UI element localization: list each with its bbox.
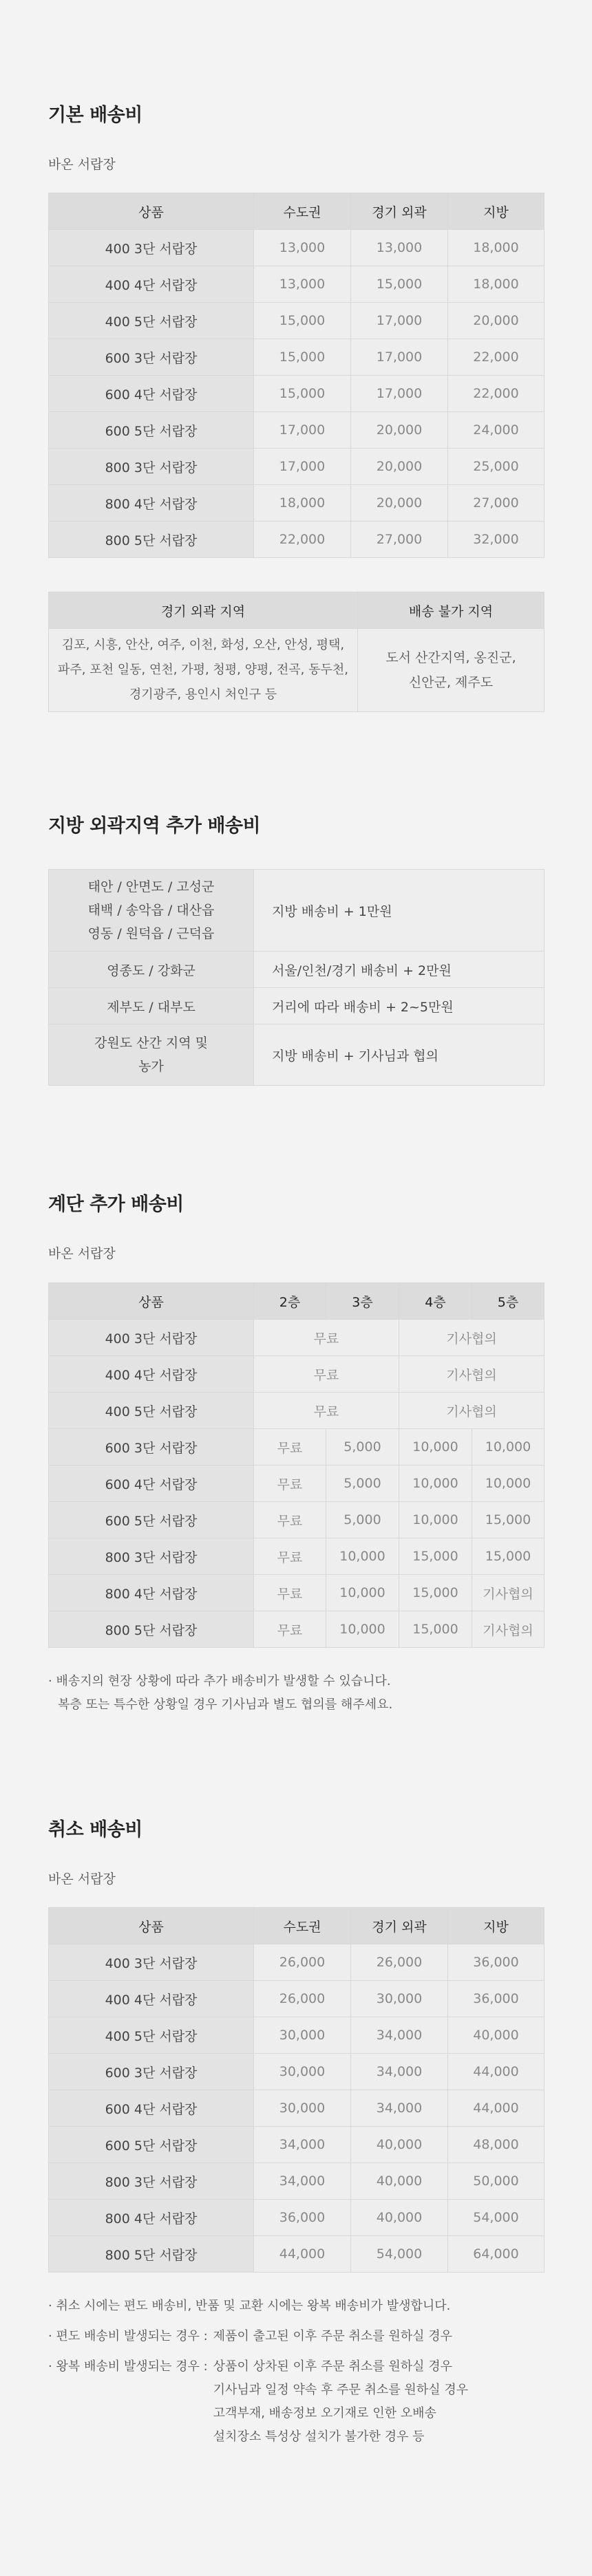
outer-region-list: 김포, 시흥, 안산, 여주, 이천, 화성, 오산, 안성, 평택, 파주, 포천 일동, 연천, 가평, 청평, 양평, 전곡, 동두천, 경기광주, 용인시 처인구 등 [49, 629, 358, 712]
price-cell: 10,000 [399, 1502, 472, 1538]
table-row [49, 2017, 545, 2054]
table-row [49, 2127, 545, 2163]
product-name-cell: 400 5단 서랍장 [49, 1393, 254, 1429]
product-name-cell: 600 4단 서랍장 [49, 376, 254, 412]
price-cell: 13,000 [351, 230, 448, 266]
stairs-fee-table [48, 1282, 545, 1648]
remote-area-fee: 지방 배송비 + 1만원 [254, 870, 545, 952]
unavailable-region-list: 도서 산간지역, 옹진군, 신안군, 제주도 [358, 629, 545, 712]
price-cell: 기사협의 [399, 1393, 545, 1429]
product-name-cell: 600 4단 서랍장 [49, 2090, 254, 2127]
cancel-note-label: · 편도 배송비 발생되는 경우 : [48, 2329, 208, 2343]
product-name-cell: 800 3단 서랍장 [49, 449, 254, 485]
cancel-note-line: · 취소 시에는 편도 배송비, 반품 및 교환 시에는 왕복 배송비가 발생합니다. [48, 2299, 451, 2313]
basic-fee-section [48, 100, 544, 173]
price-cell: 17,000 [351, 303, 448, 339]
cancel-fee-table-wrap [48, 1907, 544, 2273]
table-header-row [49, 592, 545, 629]
header-metro: 수도권 [254, 193, 351, 230]
price-cell: 17,000 [351, 376, 448, 412]
header-metro: 수도권 [254, 1908, 351, 1944]
table-row [49, 266, 545, 303]
basic-fee-subtitle: 바온 서랍장 [48, 157, 116, 172]
cancel-fee-section [48, 1814, 544, 1887]
table-row [49, 449, 545, 485]
stairs-fee-section [48, 1189, 544, 1262]
price-cell: 40,000 [351, 2163, 448, 2200]
remote-fee-table [48, 869, 545, 1086]
cancel-note-item: 고객부재, 배송정보 오기재로 인한 오배송 [213, 2406, 436, 2421]
price-cell: 26,000 [254, 1944, 351, 1981]
product-name-cell: 600 5단 서랍장 [49, 2127, 254, 2163]
cancel-note-text: 제품이 출고된 이후 주문 취소를 원하실 경우 [213, 2329, 452, 2343]
price-cell: 25,000 [448, 449, 545, 485]
price-cell: 15,000 [472, 1538, 545, 1575]
header-product: 상품 [49, 1283, 254, 1320]
price-cell: 무료 [254, 1429, 326, 1466]
region-table [48, 592, 545, 712]
basic-fee-title: 기본 배송비 [48, 105, 142, 126]
price-cell: 44,000 [448, 2090, 545, 2127]
header-local: 지방 [448, 1908, 545, 1944]
price-cell: 40,000 [448, 2017, 545, 2054]
table-row [49, 339, 545, 376]
price-cell: 48,000 [448, 2127, 545, 2163]
remote-area-fee: 서울/인천/경기 배송비 + 2만원 [254, 952, 545, 988]
price-cell: 34,000 [351, 2017, 448, 2054]
table-row [49, 1538, 545, 1575]
product-name-cell: 600 4단 서랍장 [49, 1466, 254, 1502]
price-cell: 15,000 [472, 1502, 545, 1538]
price-cell: 무료 [254, 1502, 326, 1538]
price-cell: 무료 [254, 1356, 399, 1393]
price-cell: 무료 [254, 1393, 399, 1429]
price-cell: 34,000 [254, 2127, 351, 2163]
price-cell: 10,000 [326, 1538, 399, 1575]
product-name-cell: 400 4단 서랍장 [49, 1981, 254, 2017]
table-header-row [49, 193, 545, 230]
product-name-cell: 600 5단 서랍장 [49, 1502, 254, 1538]
price-cell: 30,000 [254, 2090, 351, 2127]
table-row [49, 412, 545, 449]
product-name-cell: 400 5단 서랍장 [49, 303, 254, 339]
table-row [49, 303, 545, 339]
price-cell: 18,000 [448, 230, 545, 266]
table-row [49, 2090, 545, 2127]
product-name-cell: 400 3단 서랍장 [49, 1320, 254, 1356]
stairs-notes [48, 1670, 544, 1717]
price-cell: 20,000 [351, 449, 448, 485]
product-name-cell: 400 4단 서랍장 [49, 1356, 254, 1393]
stairs-fee-subtitle: 바온 서랍장 [48, 1246, 116, 1261]
product-name-cell: 600 3단 서랍장 [49, 2054, 254, 2090]
table-header-row [49, 1283, 545, 1320]
basic-fee-table [48, 193, 545, 558]
table-row [49, 485, 545, 522]
product-name-cell: 800 5단 서랍장 [49, 522, 254, 558]
header-local: 지방 [448, 193, 545, 230]
price-cell: 26,000 [351, 1944, 448, 1981]
table-row [49, 1393, 545, 1429]
header-gyeonggi-outer: 경기 외곽 [351, 1908, 448, 1944]
remote-area-label: 제부도 / 대부도 [49, 988, 254, 1024]
cancel-note-list [213, 2355, 468, 2449]
table-header-row [49, 1908, 545, 1944]
basic-fee-table-wrap [48, 193, 544, 558]
price-cell: 무료 [254, 1320, 399, 1356]
price-cell: 15,000 [399, 1611, 472, 1648]
product-name-cell: 600 5단 서랍장 [49, 412, 254, 449]
price-cell: 15,000 [254, 303, 351, 339]
cancel-note-item: 상품이 상차된 이후 주문 취소를 원하실 경우 [213, 2359, 452, 2374]
header-floor-2: 2층 [254, 1283, 326, 1320]
price-cell: 18,000 [254, 485, 351, 522]
price-cell: 15,000 [399, 1575, 472, 1611]
price-cell: 15,000 [254, 339, 351, 376]
price-cell: 10,000 [399, 1429, 472, 1466]
table-row [49, 1429, 545, 1466]
price-cell: 무료 [254, 1466, 326, 1502]
header-floor-5: 5층 [472, 1283, 545, 1320]
header-gyeonggi-outer: 경기 외곽 [351, 193, 448, 230]
table-row [49, 1502, 545, 1538]
product-name-cell: 800 3단 서랍장 [49, 1538, 254, 1575]
price-cell: 13,000 [254, 266, 351, 303]
price-cell: 18,000 [448, 266, 545, 303]
price-cell: 15,000 [254, 376, 351, 412]
table-row [49, 870, 545, 952]
price-cell: 54,000 [448, 2200, 545, 2236]
price-cell: 36,000 [254, 2200, 351, 2236]
table-row [49, 2200, 545, 2236]
region-table-wrap [48, 592, 544, 712]
price-cell: 34,000 [351, 2090, 448, 2127]
product-name-cell: 400 4단 서랍장 [49, 266, 254, 303]
price-cell: 무료 [254, 1575, 326, 1611]
table-row [49, 1320, 545, 1356]
price-cell: 34,000 [351, 2054, 448, 2090]
price-cell: 40,000 [351, 2127, 448, 2163]
stairs-note-line: · 배송지의 현장 상황에 따라 추가 배송비가 발생할 수 있습니다. [48, 1674, 391, 1688]
table-row [49, 2236, 545, 2273]
table-row [49, 988, 545, 1024]
table-row [49, 1944, 545, 1981]
price-cell: 20,000 [448, 303, 545, 339]
product-name-cell: 800 3단 서랍장 [49, 2163, 254, 2200]
product-name-cell: 400 5단 서랍장 [49, 2017, 254, 2054]
price-cell: 32,000 [448, 522, 545, 558]
cancel-note-item: 기사님과 일정 약속 후 주문 취소를 원하실 경우 [213, 2383, 469, 2397]
table-row [49, 1575, 545, 1611]
table-row [49, 2054, 545, 2090]
header-outer-region: 경기 외곽 지역 [49, 592, 358, 629]
price-cell: 기사협의 [472, 1575, 545, 1611]
product-name-cell: 800 5단 서랍장 [49, 2236, 254, 2273]
price-cell: 44,000 [448, 2054, 545, 2090]
product-name-cell: 800 5단 서랍장 [49, 1611, 254, 1648]
price-cell: 10,000 [326, 1575, 399, 1611]
header-floor-4: 4층 [399, 1283, 472, 1320]
price-cell: 10,000 [472, 1466, 545, 1502]
price-cell: 5,000 [326, 1466, 399, 1502]
price-cell: 64,000 [448, 2236, 545, 2273]
price-cell: 50,000 [448, 2163, 545, 2200]
cancel-notes [48, 2295, 544, 2449]
price-cell: 15,000 [351, 266, 448, 303]
price-cell: 기사협의 [399, 1356, 545, 1393]
price-cell: 15,000 [399, 1538, 472, 1575]
table-row [49, 1356, 545, 1393]
header-unavailable-region: 배송 불가 지역 [358, 592, 545, 629]
table-row [49, 522, 545, 558]
cancel-fee-table [48, 1907, 545, 2273]
header-product: 상품 [49, 1908, 254, 1944]
table-row [49, 952, 545, 988]
product-name-cell: 400 3단 서랍장 [49, 1944, 254, 1981]
remote-area-label: 강원도 산간 지역 및 농가 [49, 1024, 254, 1086]
price-cell: 24,000 [448, 412, 545, 449]
price-cell: 10,000 [472, 1429, 545, 1466]
price-cell: 36,000 [448, 1944, 545, 1981]
price-cell: 17,000 [254, 449, 351, 485]
price-cell: 30,000 [254, 2054, 351, 2090]
price-cell: 20,000 [351, 412, 448, 449]
product-name-cell: 600 3단 서랍장 [49, 1429, 254, 1466]
price-cell: 17,000 [254, 412, 351, 449]
price-cell: 36,000 [448, 1981, 545, 2017]
price-cell: 기사협의 [399, 1320, 545, 1356]
stairs-note-line: 복층 또는 특수한 상황일 경우 기사님과 별도 협의를 해주세요. [58, 1697, 393, 1712]
product-name-cell: 800 4단 서랍장 [49, 2200, 254, 2236]
table-row [49, 629, 545, 712]
cancel-note-label: · 왕복 배송비 발생되는 경우 : [48, 2359, 208, 2374]
product-name-cell: 400 3단 서랍장 [49, 230, 254, 266]
price-cell: 기사협의 [472, 1611, 545, 1648]
product-name-cell: 800 4단 서랍장 [49, 485, 254, 522]
table-row [49, 230, 545, 266]
remote-area-label: 태안 / 안면도 / 고성군 태백 / 송악읍 / 대산읍 영동 / 원덕읍 / 근덕읍 [49, 870, 254, 952]
table-row [49, 1981, 545, 2017]
table-row [49, 376, 545, 412]
price-cell: 10,000 [399, 1466, 472, 1502]
price-cell: 무료 [254, 1611, 326, 1648]
remote-fee-title: 지방 외곽지역 추가 배송비 [48, 815, 261, 837]
header-product: 상품 [49, 193, 254, 230]
remote-area-label: 영종도 / 강화군 [49, 952, 254, 988]
product-name-cell: 600 3단 서랍장 [49, 339, 254, 376]
price-cell: 22,000 [254, 522, 351, 558]
cancel-note-oneway [48, 2325, 544, 2348]
price-cell: 5,000 [326, 1429, 399, 1466]
price-cell: 27,000 [448, 485, 545, 522]
table-row [49, 1611, 545, 1648]
cancel-note-item: 설치장소 특성상 설치가 불가한 경우 등 [213, 2429, 425, 2444]
cancel-fee-subtitle: 바온 서랍장 [48, 1871, 116, 1887]
stairs-fee-title: 계단 추가 배송비 [48, 1194, 184, 1215]
price-cell: 10,000 [326, 1611, 399, 1648]
product-name-cell: 800 4단 서랍장 [49, 1575, 254, 1611]
price-cell: 54,000 [351, 2236, 448, 2273]
remote-fee-section [48, 811, 544, 837]
price-cell: 무료 [254, 1538, 326, 1575]
price-cell: 13,000 [254, 230, 351, 266]
price-cell: 40,000 [351, 2200, 448, 2236]
price-cell: 44,000 [254, 2236, 351, 2273]
price-cell: 20,000 [351, 485, 448, 522]
table-row [49, 1024, 545, 1086]
price-cell: 22,000 [448, 339, 545, 376]
remote-fee-table-wrap [48, 869, 544, 1086]
header-floor-3: 3층 [326, 1283, 399, 1320]
table-row [49, 2163, 545, 2200]
price-cell: 34,000 [254, 2163, 351, 2200]
price-cell: 17,000 [351, 339, 448, 376]
price-cell: 26,000 [254, 1981, 351, 2017]
remote-area-fee: 거리에 따라 배송비 + 2~5만원 [254, 988, 545, 1024]
cancel-fee-title: 취소 배송비 [48, 1819, 142, 1840]
price-cell: 30,000 [351, 1981, 448, 2017]
stairs-fee-table-wrap [48, 1282, 544, 1648]
remote-area-fee: 지방 배송비 + 기사님과 협의 [254, 1024, 545, 1086]
price-cell: 30,000 [254, 2017, 351, 2054]
table-row [49, 1466, 545, 1502]
price-cell: 22,000 [448, 376, 545, 412]
cancel-note-roundtrip [48, 2355, 544, 2449]
price-cell: 5,000 [326, 1502, 399, 1538]
price-cell: 27,000 [351, 522, 448, 558]
